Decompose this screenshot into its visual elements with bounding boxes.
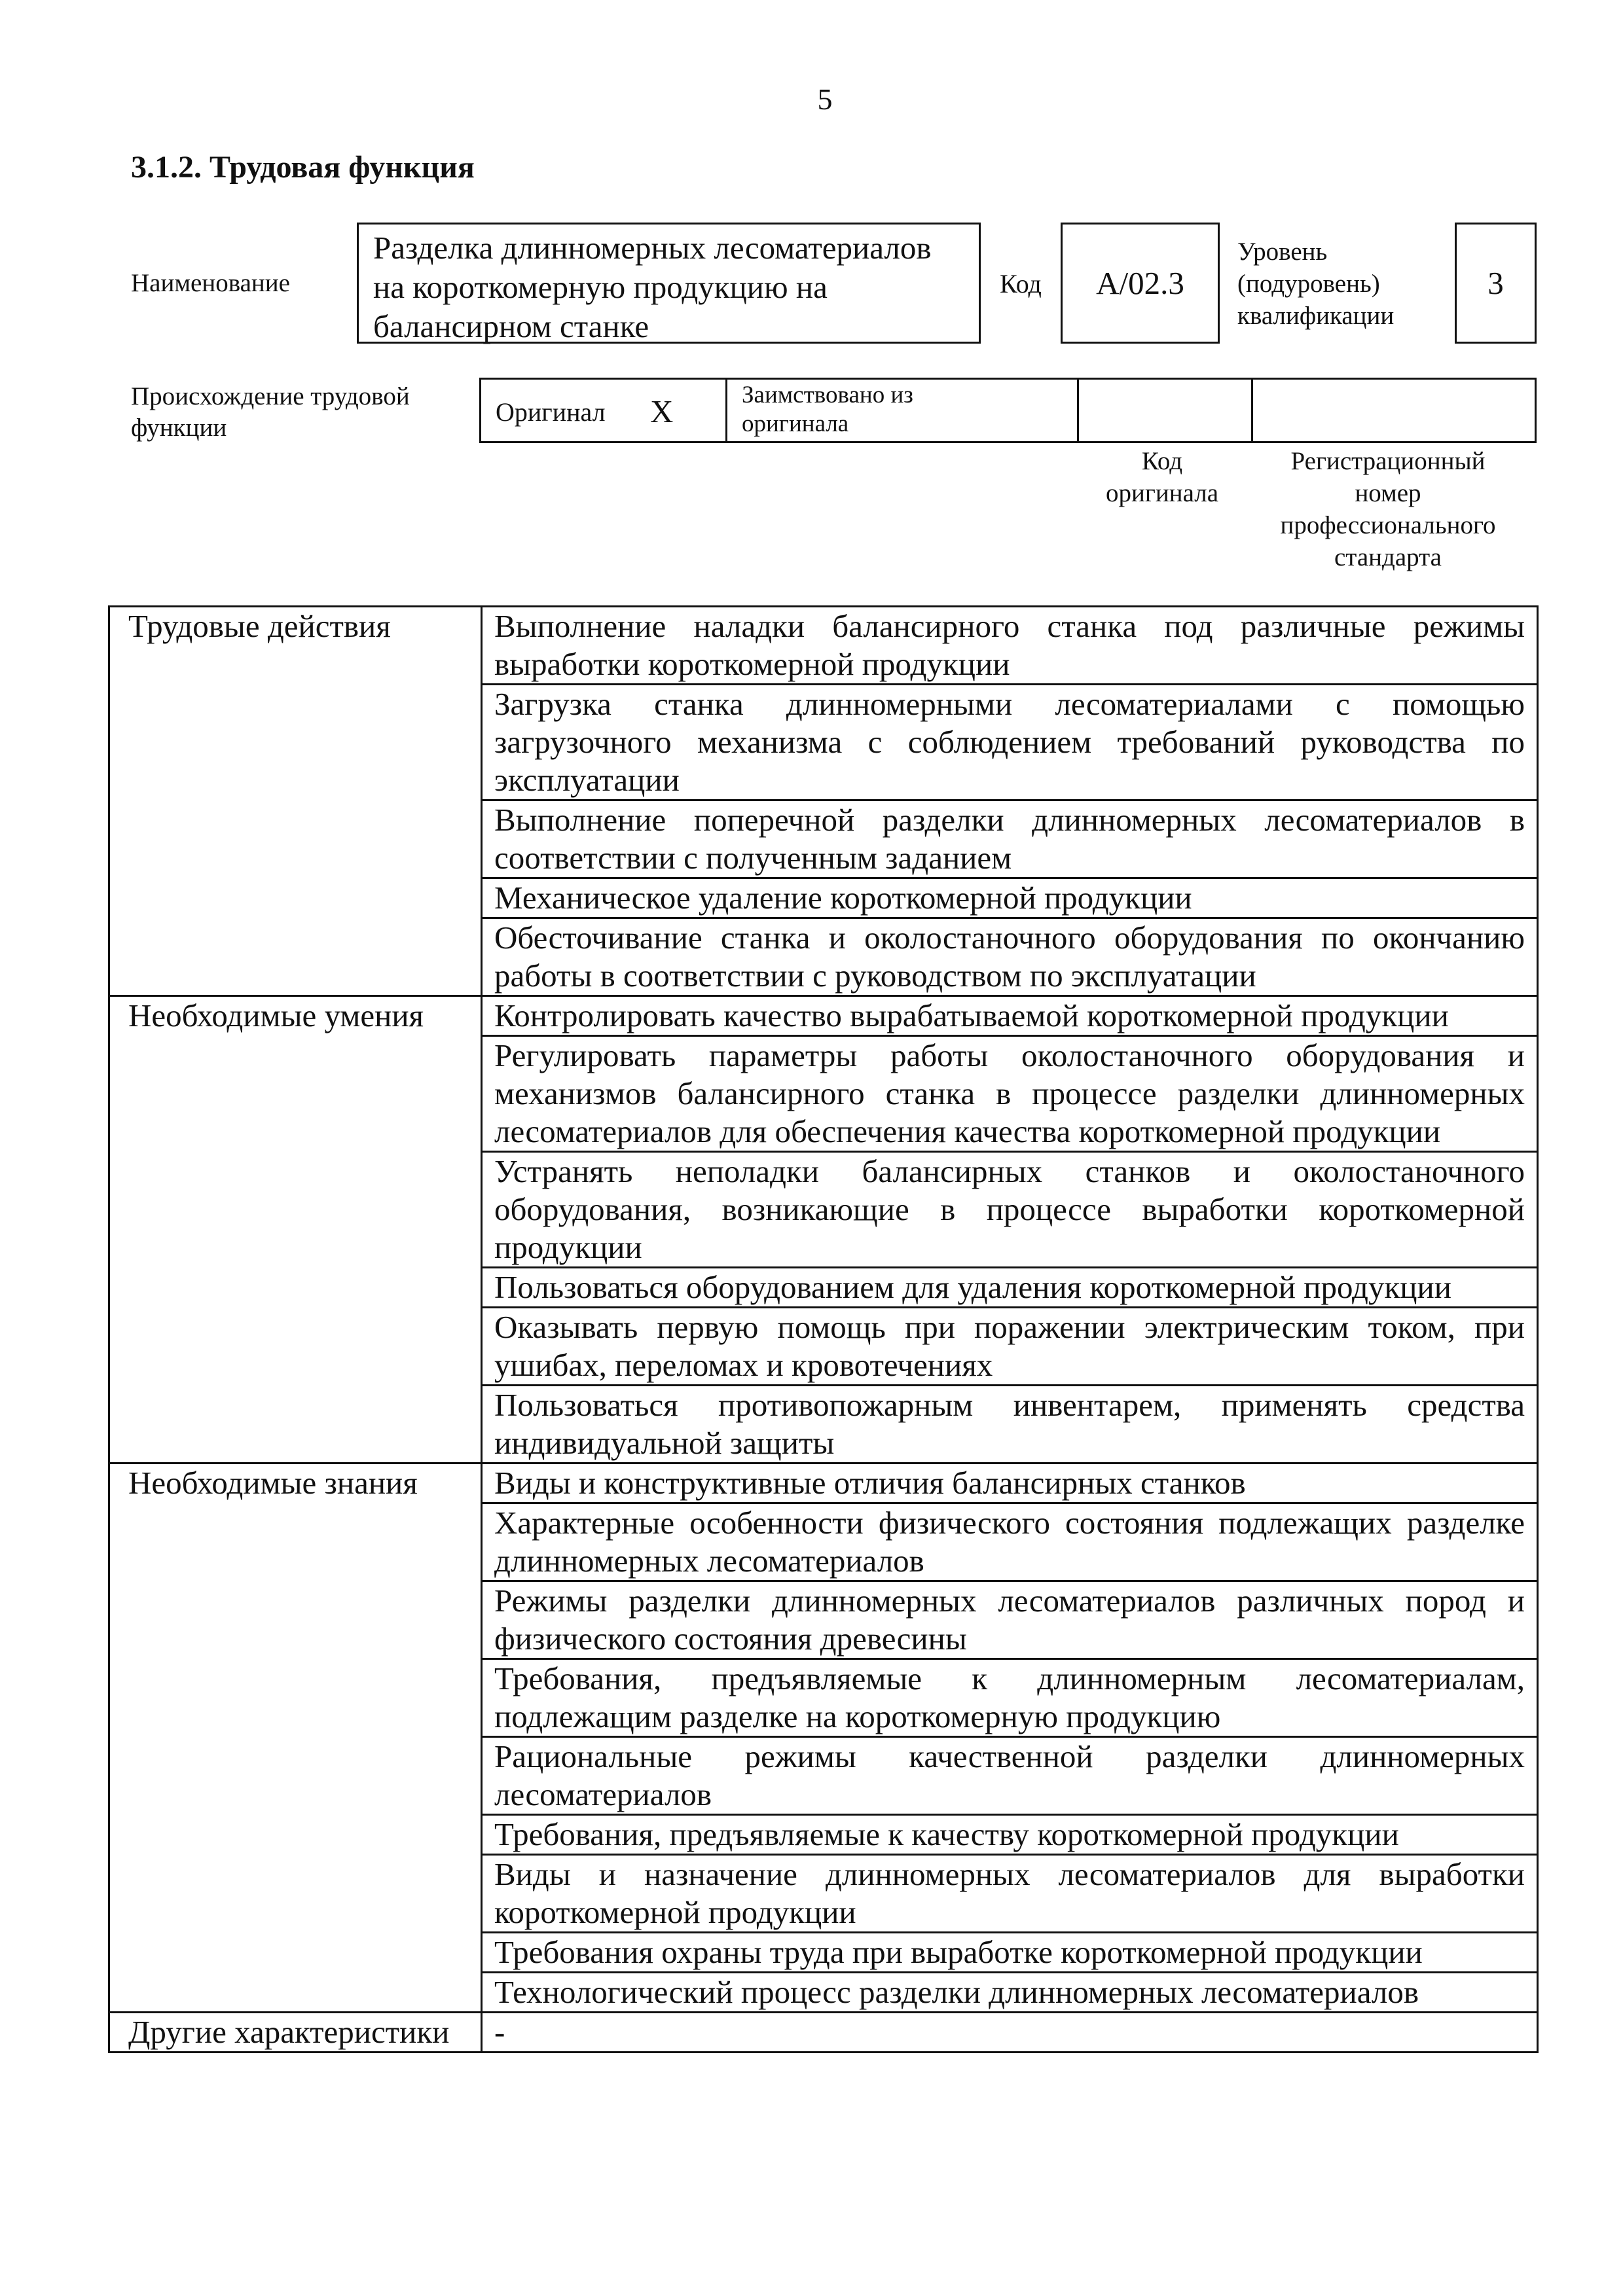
level-label: [1237, 236, 1394, 332]
item-cell: Виды и конструктивные отличия балансирных станков: [482, 1463, 1538, 1503]
item-cell: Виды и назначение длинномерных лесоматериалов для выработки короткомерной продукции: [482, 1855, 1538, 1933]
item-cell: Регулировать параметры работы околостаночного оборудования и механизмов балансирного станка в процессе разделки длинномерных лесоматериалов для обеспечения качества короткомерной продукции: [482, 1036, 1538, 1152]
item-cell: Характерные особенности физического состояния подлежащих разделке длинномерных лесоматериалов: [482, 1503, 1538, 1581]
category-cell: Необходимые умения: [109, 996, 482, 1463]
section-title: 3.1.2. Трудовая функция: [131, 150, 475, 185]
reg-caption-line: стандарта: [1334, 543, 1442, 571]
item-cell: Рациональные режимы качественной разделки длинномерных лесоматериалов: [482, 1737, 1538, 1815]
function-details-table: [108, 605, 1539, 2053]
level-label-line: (подуровень): [1237, 270, 1380, 298]
item-cell: Технологический процесс разделки длинномерных лесоматериалов: [482, 1973, 1538, 2013]
table-row: [109, 1463, 1538, 1503]
item-cell: Режимы разделки длинномерных лесоматериалов различных пород и физического состояния древесины: [482, 1581, 1538, 1659]
code-value: A/02.3: [1096, 265, 1184, 301]
origin-table: [479, 378, 1537, 443]
origin-borrowed-cell: [725, 380, 1077, 441]
origin-code-cell: [1077, 380, 1251, 441]
item-cell: Выполнение наладки балансирного станка под различные режимы выработки короткомерной продукции: [482, 607, 1538, 685]
page-number: 5: [817, 82, 833, 116]
origin-label: [131, 381, 410, 444]
reg-caption-line: номер: [1355, 479, 1421, 507]
original-label: Оригинал: [496, 397, 606, 427]
item-cell: Пользоваться противопожарным инвентарем, применять средства индивидуальной защиты: [482, 1386, 1538, 1463]
code-box: [1061, 223, 1220, 344]
code-label: Код: [1000, 269, 1042, 298]
table-row: [109, 2013, 1538, 2053]
item-cell: Пользоваться оборудованием для удаления короткомерной продукции: [482, 1268, 1538, 1308]
reg-caption-line: профессионального: [1280, 511, 1496, 539]
table-row: [109, 996, 1538, 1036]
borrowed-label: [742, 381, 913, 439]
borrowed-label-line: оригинала: [742, 410, 849, 437]
category-cell: Трудовые действия: [109, 607, 482, 996]
category-cell: Необходимые знания: [109, 1463, 482, 2013]
item-cell: Контролировать качество вырабатываемой короткомерной продукции: [482, 996, 1538, 1036]
code-caption-line: оригинала: [1105, 479, 1219, 507]
origin-label-line: функции: [131, 414, 227, 442]
level-label-line: Уровень: [1237, 238, 1328, 266]
item-cell: Требования охраны труда при выработке короткомерной продукции: [482, 1933, 1538, 1973]
item-cell: Обесточивание станка и околостаночного оборудования по окончанию работы в соответствии с руководством по эксплуатации: [482, 918, 1538, 996]
reg-caption-line: Регистрационный: [1290, 447, 1486, 475]
category-cell: Другие характеристики: [109, 2013, 482, 2053]
item-cell: Выполнение поперечной разделки длинномерных лесоматериалов в соответствии с полученным заданием: [482, 800, 1538, 878]
item-cell: -: [482, 2013, 1538, 2053]
item-cell: Загрузка станка длинномерными лесоматериалами с помощью загрузочного механизма с соблюдением требований руководства по эксплуатации: [482, 685, 1538, 800]
level-box: [1455, 223, 1537, 344]
item-cell: Требования, предъявляемые к длинномерным лесоматериалам, подлежащим разделке на короткомерную продукцию: [482, 1659, 1538, 1737]
reg-number-caption: [1247, 445, 1529, 573]
code-caption-line: Код: [1141, 447, 1183, 475]
original-mark: X: [650, 393, 674, 429]
code-caption: [1077, 445, 1247, 509]
item-cell: Требования, предъявляемые к качеству короткомерной продукции: [482, 1815, 1538, 1855]
item-cell: Механическое удаление короткомерной продукции: [482, 878, 1538, 918]
item-cell: Оказывать первую помощь при поражении электрическим током, при ушибах, переломах и кровотечениях: [482, 1308, 1538, 1386]
level-value: 3: [1487, 265, 1504, 301]
table-row: [109, 607, 1538, 685]
origin-label-line: Происхождение трудовой: [131, 382, 410, 410]
level-label-line: квалификации: [1237, 302, 1395, 330]
borrowed-label-line: Заимствовано из: [742, 382, 913, 408]
item-cell: Устранять неполадки балансирных станков и околостаночного оборудования, возникающие в процессе выработки короткомерной продукции: [482, 1152, 1538, 1268]
function-name-box: Разделка длинномерных лесоматериалов на короткомерную продукцию на балансирном станке: [357, 223, 981, 344]
origin-original-cell: [481, 380, 725, 441]
origin-reg-number-cell: [1251, 380, 1535, 441]
name-label: Наименование: [131, 269, 290, 297]
